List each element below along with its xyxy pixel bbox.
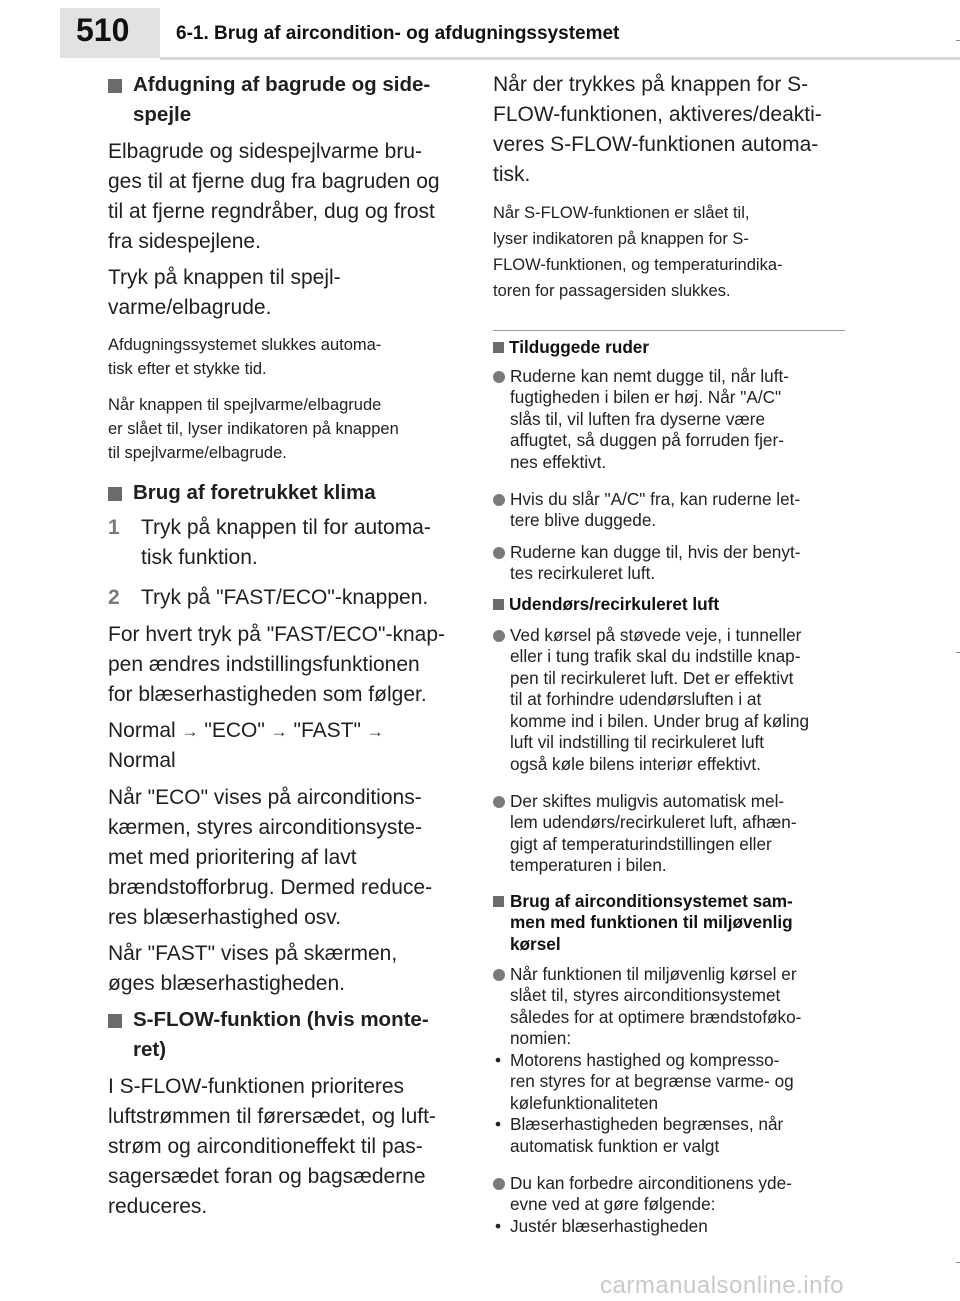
para-3-line2: pen ændres indstillingsfunktionen [108,653,420,676]
bullet-7-line1: Du kan forbedre airconditionens yde- [510,1173,792,1193]
bullet-4-line6: luft vil indstilling til recirkuleret luft [510,732,765,752]
bullet-dot-icon [493,630,505,642]
para-6-line3: strøm og airconditioneffekt til pas- [108,1135,423,1158]
step-2-line1: Tryk på "FAST/ECO"-knappen. [141,586,429,609]
page-number: 510 [76,12,130,48]
note-2-line1: Når knappen til spejlvarme/elbagrude [108,396,382,414]
sub-item-3-line1: Justér blæserhastigheden [510,1216,708,1236]
para-6-line4: sagersædet foran og bagsæderne [108,1165,426,1188]
arrow-right-icon: → [181,722,199,741]
bullet-4-line4: til at forhindre udendørsluften i at [510,689,762,709]
para-1-line1: Elbagrude og sidespejlvarme bru- [108,140,423,163]
bullet-6-line1: Når funktionen til miljøvenlig kørsel er [510,964,797,984]
step-2-number: 2 [108,586,120,609]
para-1-line2: ges til at fjerne dug fra bagruden og [108,170,440,193]
list-bullet-icon: • [495,1114,502,1134]
step-1-line1: Tryk på knappen til for automa- [141,516,431,539]
mode-sequence [108,716,384,747]
bullet-5-line1: Der skiftes muligvis automatisk mel- [510,791,785,811]
para-1-line3: til at fjerne regndråber, dug og frost [108,200,435,223]
crop-mark [956,40,960,41]
para-6-line5: reduceres. [108,1195,208,1218]
sub-item-1-line2: ren styres for at begrænse varme- og [510,1071,794,1091]
seq-fast: "FAST" [293,719,361,742]
subheading-fogged: Tilduggede ruder [509,337,650,357]
note-2-line3: til spejlvarme/elbagrude. [108,444,287,462]
seq-normal-end: Normal [108,749,176,772]
para-4-line4: brændstofforbrug. Dermed reduce- [108,876,433,899]
para-4-line3: met med prioritering af lavt [108,846,357,869]
subsection-square-icon [493,896,504,907]
watermark: carmanualsonline.info [600,1272,844,1299]
bullet-6-line3: således for at optimere brændstoføko- [510,1007,802,1027]
sub-item-2-line2: automatisk funktion er valgt [510,1136,720,1156]
note-1-line2: tisk efter et stykke tid. [108,360,267,378]
bullet-4-line3: pen til recirkuleret luft. Det er effektivt [510,668,794,688]
subheading-eco-line1: Brug af airconditionsystemet sam- [510,891,793,911]
subheading-recirc: Udendørs/recirkuleret luft [509,594,720,614]
para-4-line2: kærmen, styres airconditionsyste- [108,816,422,839]
bullet-2-line1: Hvis du slår "A/C" fra, kan ruderne let- [510,489,801,509]
sub-item-1-line3: kølefunktionaliteten [510,1093,659,1113]
r-note-line2: lyser indikatoren på knappen for S- [493,230,749,248]
heading-defog-line1: Afdugning af bagrude og side- [133,73,431,96]
para-3-line1: For hvert tryk på "FAST/ECO"-knap- [108,623,445,646]
bullet-3-line1: Ruderne kan dugge til, hvis der benyt- [510,542,801,562]
seq-normal: Normal [108,719,176,742]
bullet-dot-icon [493,1178,505,1190]
r-para-1-line1: Når der trykkes på knappen for S- [493,73,809,96]
bullet-2-line2: tere blive duggede. [510,510,657,530]
bullet-4-line5: komme ind i bilen. Under brug af køling [510,711,810,731]
heading-sflow-line1: S-FLOW-funktion (hvis monte- [133,1008,429,1031]
heading-defog-line2: spejle [133,103,192,126]
para-2-line2: varme/elbagrude. [108,296,272,319]
bullet-6-line4: nomien: [510,1028,572,1048]
r-note-line1: Når S-FLOW-funktionen er slået til, [493,204,750,222]
section-square-icon [108,79,122,93]
bullet-dot-icon [493,371,505,383]
arrow-right-icon: → [366,722,384,741]
r-para-1-line2: FLOW-funktionen, aktiveres/deakti- [493,103,822,126]
bullet-dot-icon [493,494,505,506]
list-bullet-icon: • [495,1050,502,1070]
bullet-4-line1: Ved kørsel på støvede veje, i tunneller [510,625,802,645]
note-2-line2: er slået til, lyser indikatoren på knappen [108,420,399,438]
bullet-1-line4: affugtet, så duggen på forruden fjer- [510,430,784,450]
subheading-eco-line3: kørsel [510,934,561,954]
bullet-1-line3: slås til, vil luften fra dyserne være [510,409,766,429]
step-1-line2: tisk funktion. [141,546,258,569]
subheading-eco-line2: men med funktionen til miljøvenlig [510,912,793,932]
para-6-line1: I S-FLOW-funktionen prioriteres [108,1075,405,1098]
bullet-dot-icon [493,969,505,981]
page-header [0,0,960,62]
crop-mark [956,652,960,653]
step-1-number: 1 [108,516,120,539]
para-3-line3: for blæserhastigheden som følger. [108,683,427,706]
bullet-3-line2: tes recirkuleret luft. [510,563,656,583]
section-divider [493,330,845,331]
bullet-1-line5: nes effektivt. [510,452,607,472]
arrow-right-icon: → [270,722,288,741]
section-square-icon [108,487,122,501]
bullet-6-line2: slået til, styres airconditionsystemet [510,985,781,1005]
heading-climate: Brug af foretrukket klima [133,481,376,504]
para-1-line4: fra sidespejlene. [108,230,261,253]
para-6-line2: luftstrømmen til førersædet, og luft- [108,1105,436,1128]
seq-eco: "ECO" [204,719,265,742]
bullet-5-line4: temperaturen i bilen. [510,855,667,875]
note-1-line1: Afdugningssystemet slukkes automa- [108,336,382,354]
r-note-line4: toren for passagersiden slukkes. [493,282,731,300]
r-para-1-line4: tisk. [493,163,531,186]
bullet-5-line2: lem udendørs/recirkuleret luft, afhæn- [510,812,797,832]
para-5-line1: Når "FAST" vises på skærmen, [108,942,398,965]
para-2-line1: Tryk på knappen til spejl- [108,266,341,289]
sub-item-1-line1: Motorens hastighed og kompresso- [510,1050,780,1070]
section-square-icon [108,1014,122,1028]
para-5-line2: øges blæserhastigheden. [108,972,345,995]
r-note-line3: FLOW-funktionen, og temperaturindika- [493,256,783,274]
bullet-1-line2: fugtigheden i bilen er høj. Når "A/C" [510,387,782,407]
bullet-4-line2: eller i tung trafik skal du indstille knap- [510,646,801,666]
subsection-square-icon [493,342,504,353]
para-4-line5: res blæserhastighed osv. [108,906,342,929]
crop-mark [956,1262,960,1263]
bullet-1-line1: Ruderne kan nemt dugge til, når luft- [510,366,789,386]
chapter-title: 6-1. Brug af aircondition- og afdugningssystemet [176,23,620,44]
header-rule [160,57,960,60]
heading-sflow-line2: ret) [133,1038,167,1061]
para-4-line1: Når "ECO" vises på airconditions- [108,786,422,809]
bullet-dot-icon [493,547,505,559]
bullet-4-line7: også køle bilens interiør effektivt. [510,754,761,774]
list-bullet-icon: • [495,1216,502,1236]
bullet-7-line2: evne ved at gøre følgende: [510,1194,716,1214]
sub-item-2-line1: Blæserhastigheden begrænses, når [510,1114,784,1134]
bullet-5-line3: gigt af temperaturindstillingen eller [510,834,772,854]
r-para-1-line3: veres S-FLOW-funktionen automa- [493,133,819,156]
subsection-square-icon [493,599,504,610]
bullet-dot-icon [493,796,505,808]
